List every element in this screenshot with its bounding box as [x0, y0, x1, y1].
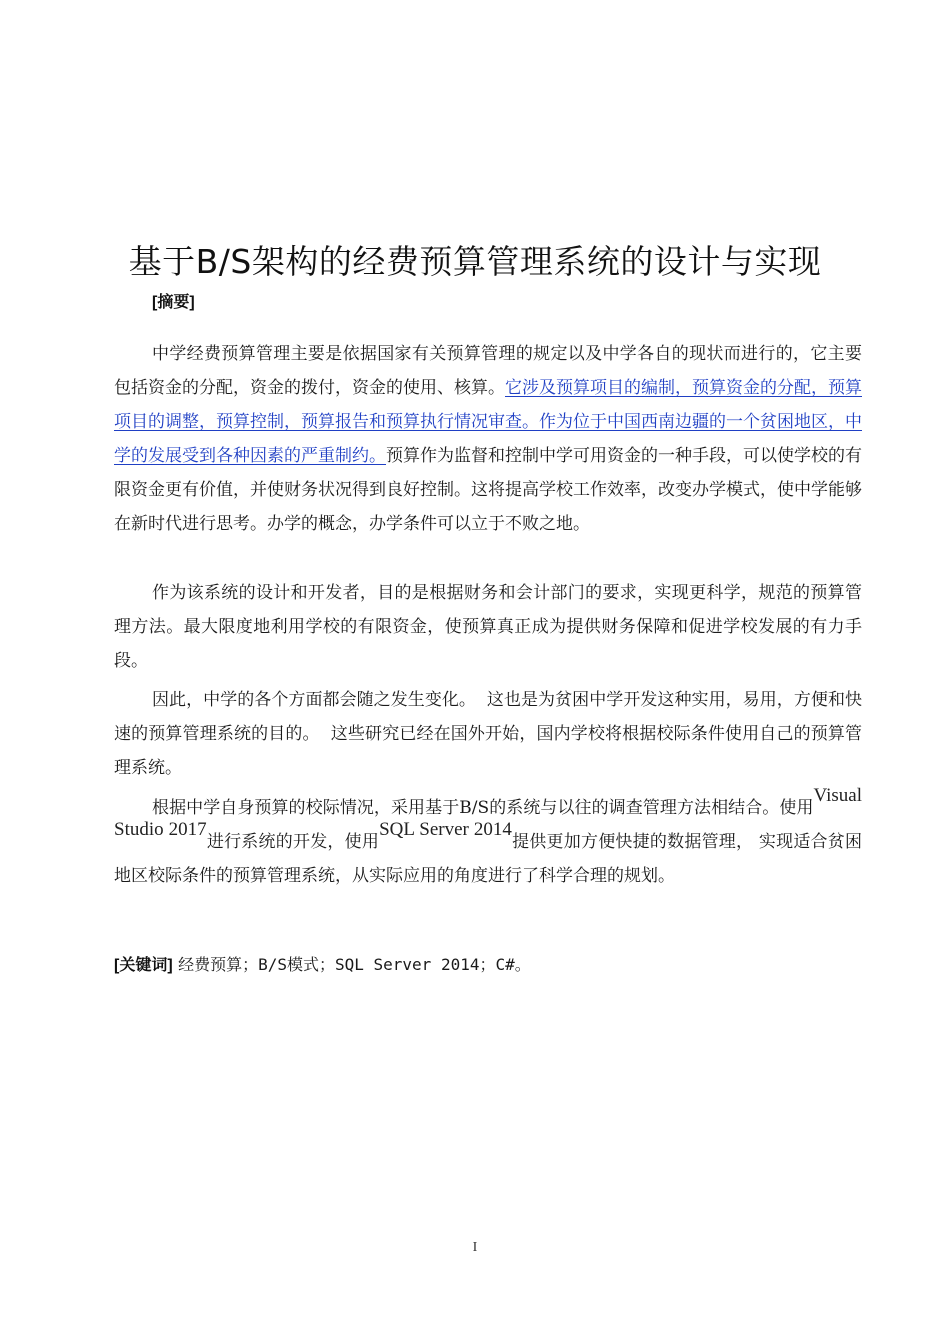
tool-label-sql-server: SQL Server 2014	[379, 819, 512, 840]
keywords-value: 经费预算；B/S模式；SQL Server 2014；C#。	[178, 955, 531, 974]
paragraph-4-text-c: 提供更加方便快捷的数据管理， 实现适合贫困地区校际条件的预算管理系统，从实际应用的角度进行了科学合理的规划。	[114, 832, 863, 886]
tool-label-visual-studio: Visual Studio 2017	[114, 785, 862, 840]
abstract-paragraph-3: 因此，中学的各个方面都会随之发生变化。 这也是为贫困中学开发这种实用，易用，方便和快速的预算管理系统的目的。 这些研究已经在国外开始，国内学校将根据校际条件使用自己的预算管理系统。	[114, 690, 862, 778]
document-title: 基于B/S架构的经费预算管理系统的设计与实现	[128, 242, 822, 281]
hyperlinked-text[interactable]: 它涉及预算项目的编制，预算资金的分配，预算项目的调整，预算控制，预算报告和预算执行情况审查。作为位于中国西南边疆的一个贫困地区，中学的发展受到各种因素的严重制约。	[114, 378, 862, 466]
keywords-label: [关键词]	[114, 957, 173, 974]
paragraph-4-text-b: 进行系统的开发，使用	[206, 832, 380, 852]
page-number: I	[472, 1240, 478, 1255]
keywords-line	[114, 952, 531, 975]
abstract-paragraph-1	[114, 337, 862, 541]
paragraph-4-text-a: 根据中学自身预算的校际情况，采用基于B/S的系统与以往的调查管理方法相结合。使用	[152, 798, 814, 818]
abstract-paragraph-2: 作为该系统的设计和开发者，目的是根据财务和会计部门的要求，实现更科学，规范的预算管理方法。最大限度地利用学校的有限资金，使预算真正成为提供财务保障和促进学校发展的有力手段。	[114, 583, 862, 671]
abstract-paragraph-4	[114, 785, 863, 893]
abstract-label: [摘要]	[152, 294, 195, 311]
paragraph-1-text-a: 中学经费预算管理主要是依据国家有关预算管理的规定以及中学各自的现状而进行的，它主要包括资金的分配，资金的拨付，资金的使用、核算。	[114, 344, 862, 398]
paragraph-1-text-b: 预算作为监督和控制中学可用资金的一种手段，可以使学校的有限资金更有价值，并使财务状况得到良好控制。这将提高学校工作效率，改变办学模式，使中学能够在新时代进行思考。办学的概念，办学条件可以立于不败之地。	[114, 446, 862, 534]
